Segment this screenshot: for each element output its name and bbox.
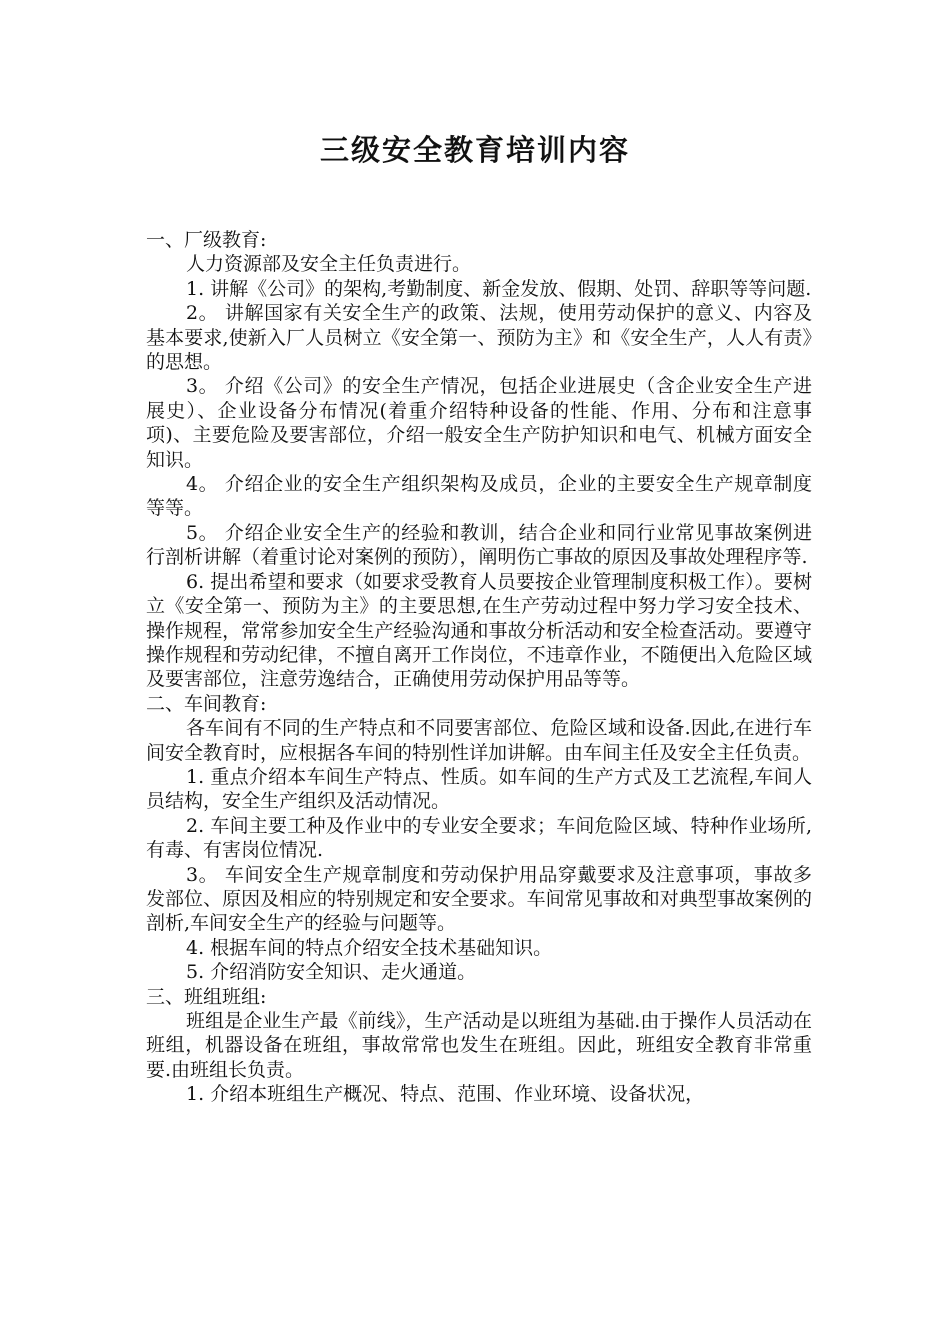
paragraph: 班组是企业生产最《前线》，生产活动是以班组为基础.由于操作人员活动在班组，机器设备在班组，事故常常也发生在班组。因此，班组安全教育非常重要.由班组长负责。 xyxy=(146,1010,812,1081)
paragraph: 3。 车间安全生产规章制度和劳动保护用品穿戴要求及注意事项，事故多发部位、原因及相应的特别规定和安全要求。车间常见事故和对典型事故案例的剖析,车间安全生产的经验与问题等。 xyxy=(146,863,812,935)
paragraph: 5. 介绍消防安全知识、走火通道。 xyxy=(186,961,477,984)
paragraph: 2。 讲解国家有关安全生产的政策、法规，使用劳动保护的意义、内容及基本要求,使新入厂人员树立《安全第一、预防为主》和《安全生产，人人有责》的思想。 xyxy=(146,302,812,374)
paragraph: 3。 介绍《公司》的安全生产情况，包括企业进展史（含企业安全生产进展史）、企业设备分布情况(着重介绍特种设备的性能、作用、分布和注意事项)、主要危险及要害部位，介绍一般安全生产防护知识和电气、机械方面安全知识。 xyxy=(146,375,812,471)
paragraph: 2. 车间主要工种及作业中的专业安全要求；车间危险区域、特种作业场所,有毒、有害岗位情况. xyxy=(146,814,812,862)
paragraph: 1. 重点介绍本车间生产特点、性质。如车间的生产方式及工艺流程,车间人员结构，安全生产组织及活动情况。 xyxy=(146,765,812,813)
document-title: 三级安全教育培训内容 xyxy=(319,133,630,167)
section-heading: 一、厂级教育: xyxy=(146,229,267,251)
paragraph: 各车间有不同的生产特点和不同要害部位、危险区域和设备.因此,在进行车间安全教育时，应根据各车间的特别性详加讲解。由车间主任及安全主任负责。 xyxy=(146,717,812,764)
paragraph: 6. 提出希望和要求（如要求受教育人员要按企业管理制度积极工作）。要树立《安全第一、预防为主》的主要思想,在生产劳动过程中努力学习安全技术、操作规程，常常参加安全生产经验沟通和事故分析活动和安全检查活动。要遵守操作规程和劳动纪律，不擅自离开工作岗位，不违章作业，不随便出入危险区域及要害部位，注意劳逸结合，正确使用劳动保护用品等等。 xyxy=(146,570,812,691)
paragraph: 1. 介绍本班组生产概况、特点、范围、作业环境、设备状况， xyxy=(186,1083,705,1106)
paragraph: 4. 根据车间的特点介绍安全技术基础知识。 xyxy=(186,936,553,959)
paragraph: 1. 讲解《公司》的架构,考勤制度、新金发放、假期、处罚、辞职等等问题. xyxy=(186,277,812,300)
section-heading: 二、车间教育: xyxy=(146,692,267,715)
section-heading: 三、班组班组: xyxy=(146,985,267,1008)
document-body xyxy=(146,228,812,1107)
paragraph: 5。 介绍企业安全生产的经验和教训，结合企业和同行业常见事故案例进行剖析讲解（着重讨论对案例的预防），阐明伤亡事故的原因及事故处理程序等. xyxy=(146,521,812,569)
paragraph: 人力资源部及安全主任负责进行。 xyxy=(186,253,472,276)
paragraph: 4。 介绍企业的安全生产组织架构及成员，企业的主要安全生产规章制度等等。 xyxy=(146,473,812,520)
